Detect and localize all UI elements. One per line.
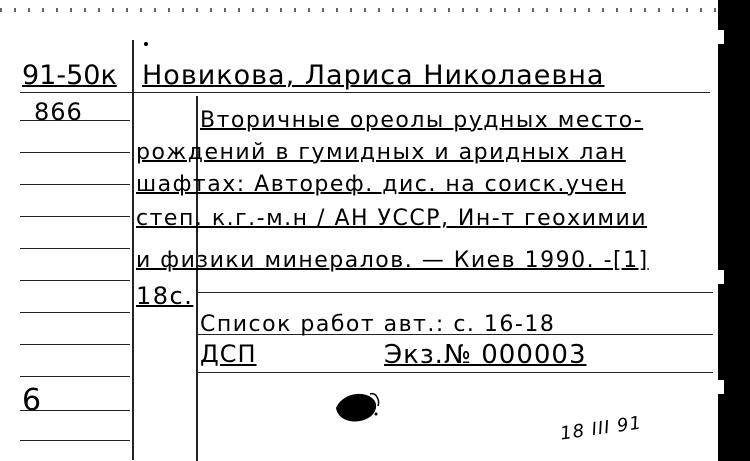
- description-line-1: Вторичные ореолы рудных место-: [200, 108, 644, 133]
- inventory-number: 866: [34, 98, 83, 126]
- description-line-3: шафтах: Автореф. дис. на соиск.учен: [136, 172, 626, 197]
- ruled-line: [198, 292, 713, 293]
- description-line-2: рождений в гумидных и аридных лан: [136, 140, 626, 165]
- shelf-mark: 6: [22, 383, 43, 418]
- ruled-line: [20, 440, 130, 441]
- copy-number: Экз.№ 000003: [384, 340, 587, 370]
- border-notch: [718, 380, 724, 394]
- ink-blot-mark: [332, 388, 382, 426]
- punch-dot: [144, 42, 148, 46]
- ruled-line: [20, 280, 130, 281]
- ruled-line: [20, 376, 130, 377]
- bibliography-note: Список работ авт.: с. 16-18: [200, 312, 556, 337]
- date-handwritten-note: 18 III 91: [558, 412, 644, 445]
- top-dotted-edge: [0, 8, 718, 12]
- author-heading: Новикова, Лариса Николаевна: [142, 60, 605, 91]
- border-notch: [718, 30, 724, 44]
- margin-line: [132, 40, 134, 460]
- ruled-line: [20, 344, 130, 345]
- ruled-line: [20, 184, 130, 185]
- description-line-5: и физики минералов. — Киев 1990. -[1]: [136, 248, 649, 273]
- scan-border-right: [718, 0, 750, 461]
- description-line-4: степ. к.г.-м.н / АН УССР, Ин-т геохимии: [136, 206, 648, 231]
- ruled-line: [20, 152, 130, 153]
- restriction-label: ДСП: [200, 340, 257, 368]
- ruled-line: [20, 216, 130, 217]
- border-notch: [718, 270, 724, 284]
- ruled-line: [198, 372, 713, 373]
- ruled-line: [20, 312, 130, 313]
- call-number-cipher: 91-50к: [22, 60, 117, 91]
- ruled-line: [20, 92, 710, 93]
- description-line-6: 18с.: [136, 282, 194, 310]
- ruled-line: [20, 248, 130, 249]
